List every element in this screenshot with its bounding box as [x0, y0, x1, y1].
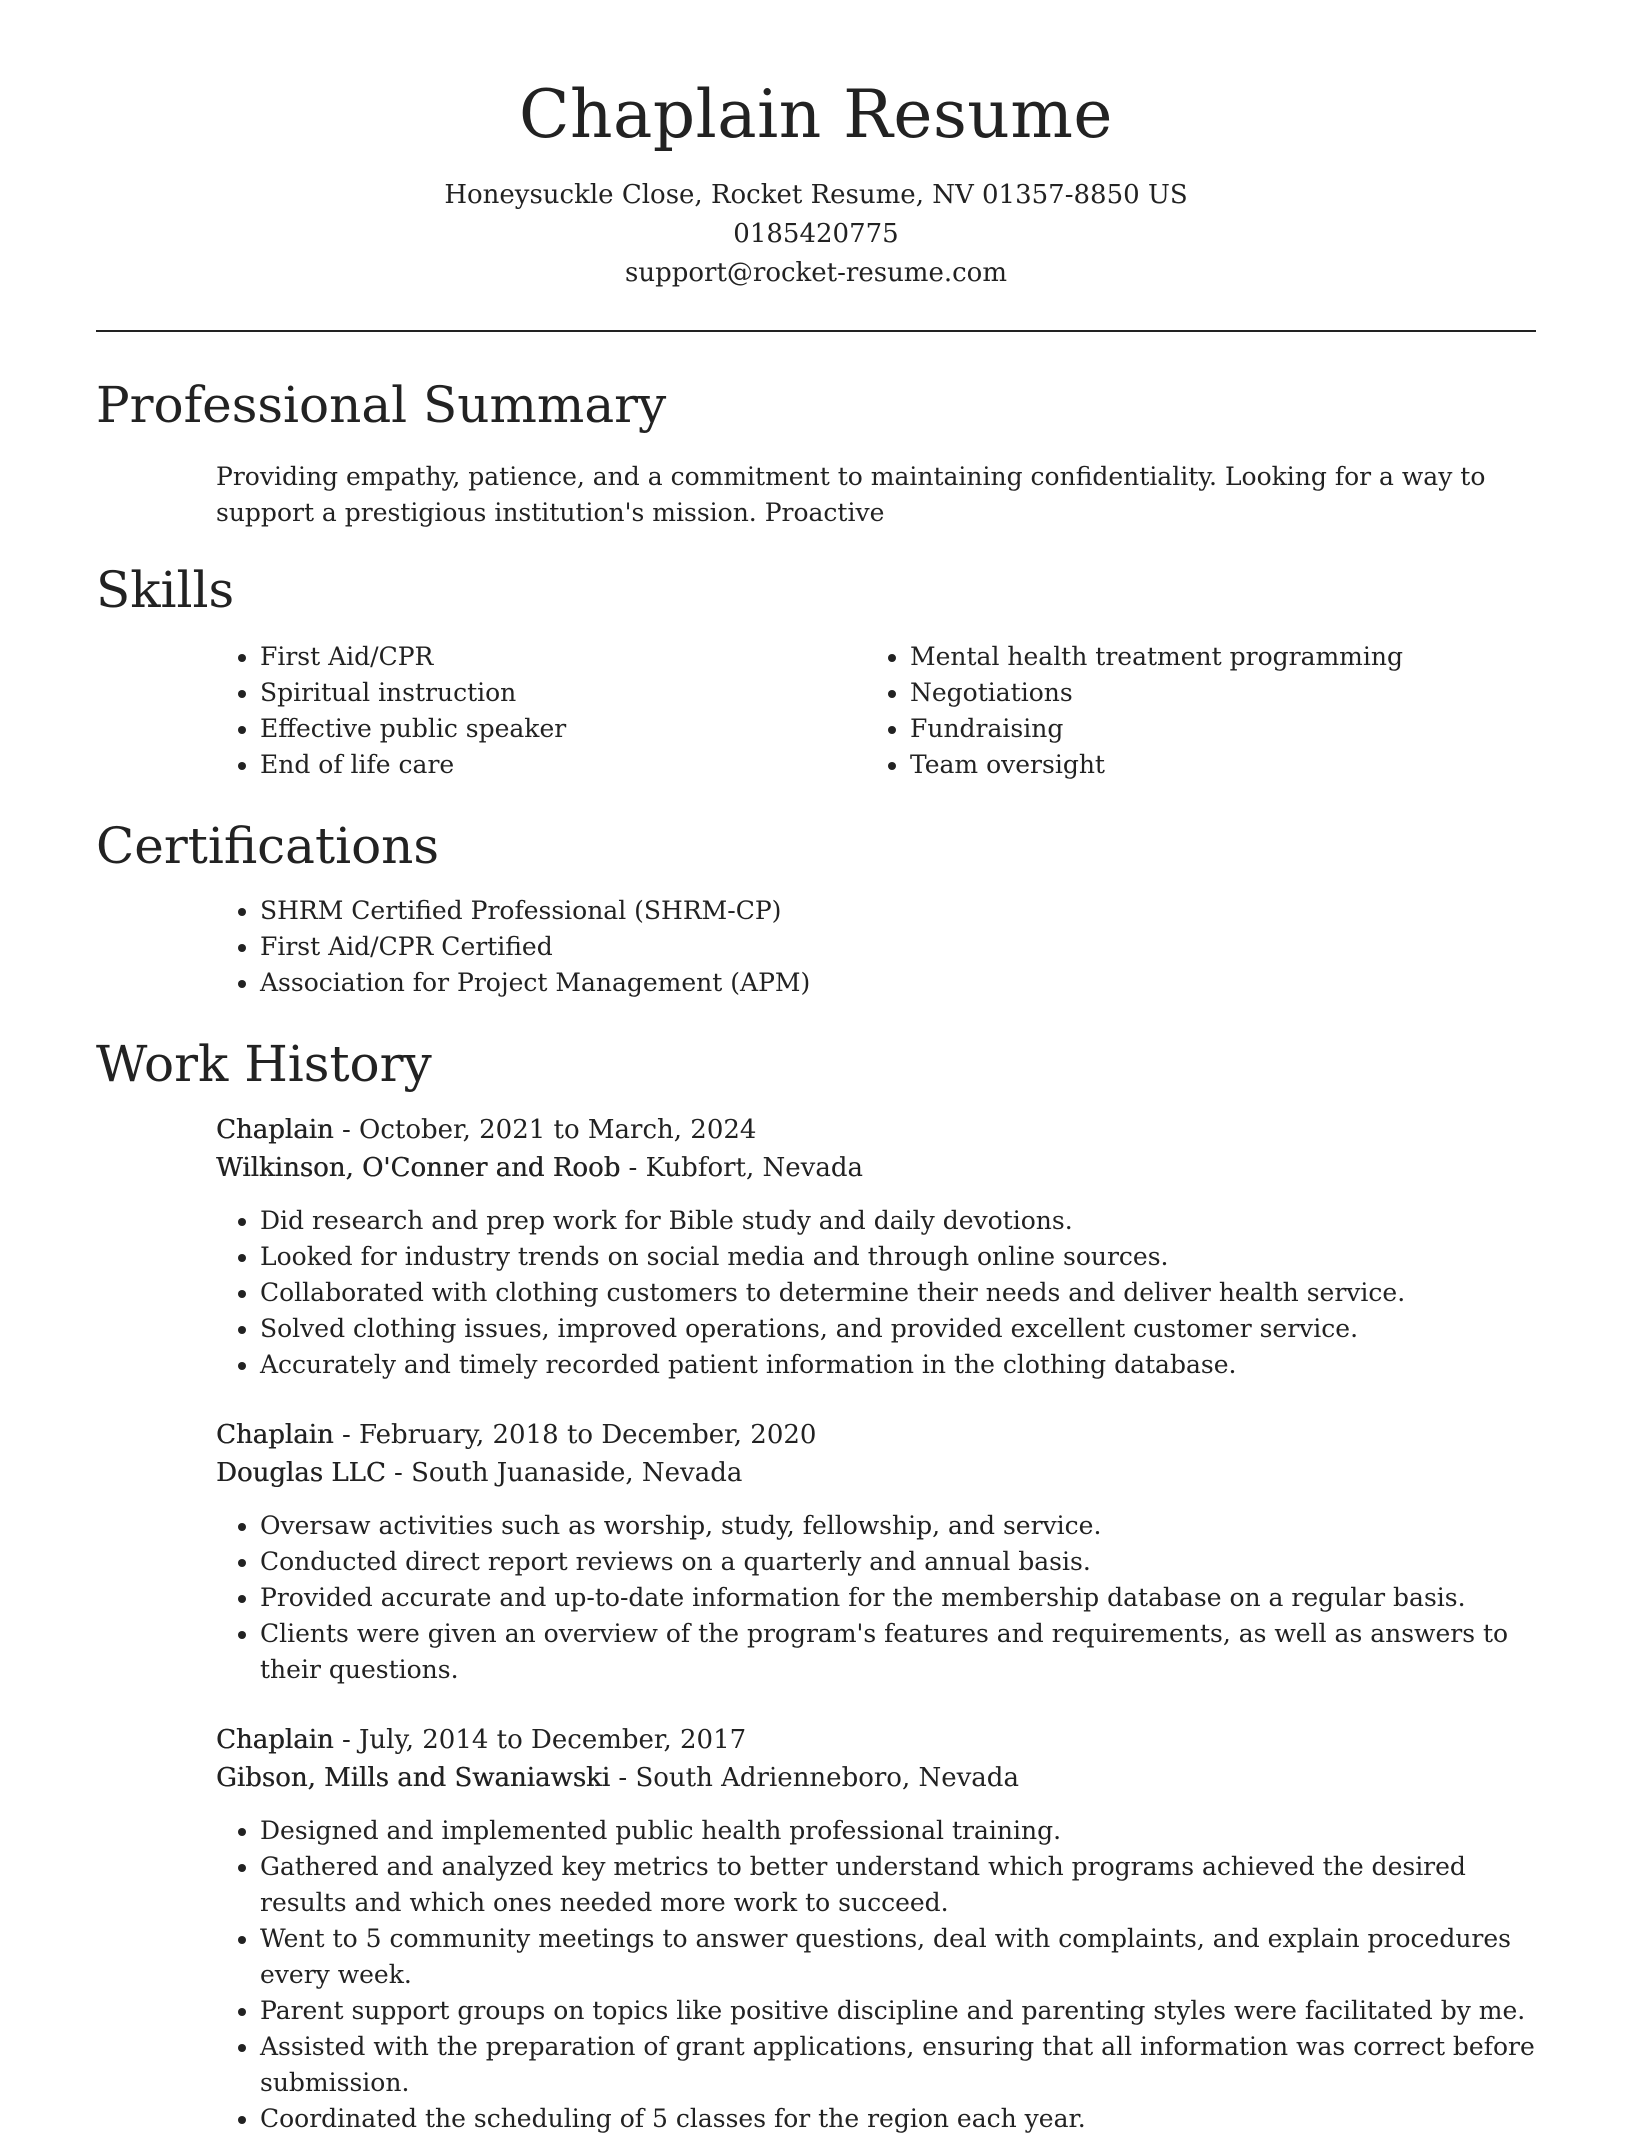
certification-item: • First Aid/CPR Certified	[260, 929, 1536, 965]
job-title-line: Chaplain - February, 2018 to December, 2020	[216, 1420, 817, 1450]
job-company-line: Wilkinson, O'Conner and Roob - Kubfort, Nevada	[216, 1153, 863, 1183]
skills-section	[96, 561, 1536, 783]
resume-header	[96, 0, 1536, 293]
job-bullet: • Did research and prep work for Bible study and daily devotions.	[260, 1203, 1536, 1239]
job-bullet: • Clients were given an overview of the program's features and requirements, as well as answers to their questions.	[260, 1616, 1536, 1688]
job-location: Kubfort, Nevada	[645, 1153, 863, 1183]
job-entry	[216, 1111, 1536, 1383]
job-bullet: • Oversaw activities such as worship, study, fellowship, and service.	[260, 1508, 1536, 1544]
job-company: Gibson, Mills and Swaniawski	[216, 1763, 611, 1793]
header-divider	[96, 330, 1536, 332]
job-bullet: • Conducted direct report reviews on a quarterly and annual basis.	[260, 1544, 1536, 1580]
work-history-heading: Work History	[96, 1035, 432, 1093]
skill-item: • First Aid/CPR	[260, 639, 866, 675]
summary-section	[96, 376, 1536, 531]
job-bullet: • Parent support groups on topics like positive discipline and parenting styles were facilitated by me.	[260, 1993, 1536, 2029]
skills-column-right	[866, 639, 1516, 783]
job-entry	[216, 1721, 1536, 2137]
summary-text: Providing empathy, patience, and a commitment to maintaining confidentiality. Looking for a way to support a prestigious institution's mission. Proactive	[216, 462, 1486, 527]
job-title-line: Chaplain - July, 2014 to December, 2017	[216, 1725, 747, 1755]
skill-item: • Effective public speaker	[260, 711, 866, 747]
job-company-line: Douglas LLC - South Juanaside, Nevada	[216, 1458, 743, 1488]
skill-item: • Spiritual instruction	[260, 675, 866, 711]
job-title-line: Chaplain - October, 2021 to March, 2024	[216, 1115, 757, 1145]
job-bullet: • Provided accurate and up-to-date information for the membership database on a regular basis.	[260, 1580, 1536, 1616]
job-bullet: • Solved clothing issues, improved operations, and provided excellent customer service.	[260, 1311, 1536, 1347]
job-bullet: • Gathered and analyzed key metrics to better understand which programs achieved the desired results and which ones needed more work to succeed.	[260, 1849, 1536, 1921]
skills-column-left	[216, 639, 866, 783]
contact-phone: 0185420775	[733, 219, 899, 249]
resume-title: Chaplain Resume	[519, 76, 1113, 153]
job-location: South Juanaside, Nevada	[411, 1458, 743, 1488]
job-title: Chaplain	[216, 1420, 334, 1450]
job-entry	[216, 1416, 1536, 1688]
job-bullet: • Assisted with the preparation of grant applications, ensuring that all information was correct before submission.	[260, 2029, 1536, 2101]
job-company-line: Gibson, Mills and Swaniawski - South Adrienneboro, Nevada	[216, 1763, 1019, 1793]
job-company: Wilkinson, O'Conner and Roob	[216, 1153, 621, 1183]
job-bullet: • Designed and implemented public health professional training.	[260, 1813, 1536, 1849]
skill-item: • Negotiations	[910, 675, 1516, 711]
certification-item: • Association for Project Management (APM)	[260, 965, 1536, 1001]
certifications-section	[96, 817, 1536, 1001]
job-bullet: • Looked for industry trends on social media and through online sources.	[260, 1239, 1536, 1275]
skill-item: • Team oversight	[910, 747, 1516, 783]
summary-heading: Professional Summary	[96, 376, 667, 434]
job-dates: February, 2018 to December, 2020	[359, 1420, 817, 1450]
resume-page	[96, 0, 1536, 2137]
job-bullet: • Went to 5 community meetings to answer questions, deal with complaints, and explain procedures every week.	[260, 1921, 1536, 1993]
job-dates: July, 2014 to December, 2017	[359, 1725, 747, 1755]
contact-address: Honeysuckle Close, Rocket Resume, NV 01357-8850 US	[444, 180, 1188, 210]
job-company: Douglas LLC	[216, 1458, 386, 1488]
skill-item: • Fundraising	[910, 711, 1516, 747]
job-title: Chaplain	[216, 1725, 334, 1755]
skills-heading: Skills	[96, 561, 235, 619]
job-location: South Adrienneboro, Nevada	[635, 1763, 1019, 1793]
certifications-heading: Certifications	[96, 817, 440, 875]
skill-item: • End of life care	[260, 747, 866, 783]
skills-columns	[216, 639, 1536, 783]
job-title: Chaplain	[216, 1115, 334, 1145]
job-dates: October, 2021 to March, 2024	[359, 1115, 757, 1145]
certification-item: • SHRM Certified Professional (SHRM-CP)	[260, 893, 1536, 929]
contact-email: support@rocket-resume.com	[624, 258, 1007, 288]
job-bullet: • Coordinated the scheduling of 5 classes for the region each year.	[260, 2101, 1536, 2137]
skill-item: • Mental health treatment programming	[910, 639, 1516, 675]
work-history-section	[96, 1035, 1536, 2137]
job-bullet: • Accurately and timely recorded patient information in the clothing database.	[260, 1347, 1536, 1383]
job-bullet: • Collaborated with clothing customers to determine their needs and deliver health service.	[260, 1275, 1536, 1311]
